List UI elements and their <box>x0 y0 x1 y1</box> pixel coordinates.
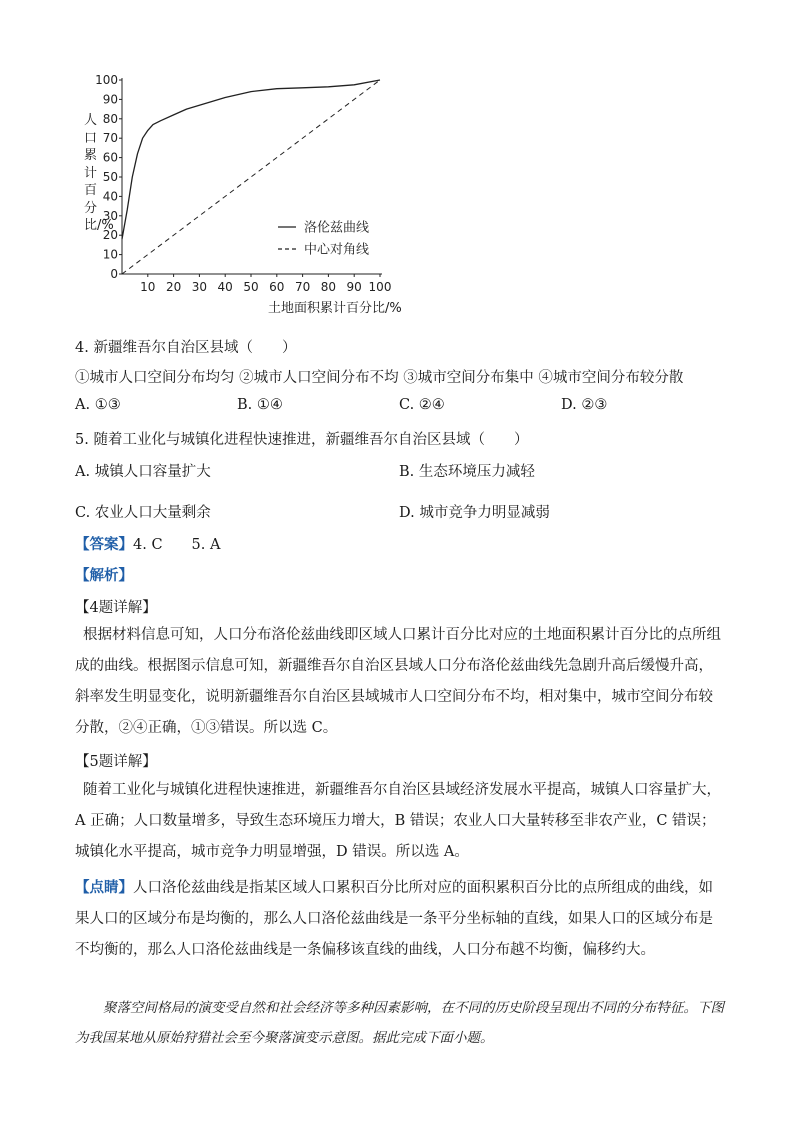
x-tick-label: 100 <box>368 280 392 294</box>
x-tick-label: 10 <box>140 280 156 294</box>
q5-stem: 5. 随着工业化与城镇化进程快速推进，新疆维吾尔自治区县域（ ） <box>75 432 529 448</box>
x-tick-label: 90 <box>346 280 362 294</box>
next-material: 聚落空间格局的演变受自然和社会经济等多种因素影响，在不同的历史阶段呈现出不同的分布特征。下图为我国某地从原始狩猎社会至今聚落演变示意图。据此完成下面小题。 <box>75 1000 724 1046</box>
y-tick-label: 50 <box>102 170 118 184</box>
tip-text: 人口洛伦兹曲线是指某区域人口累积百分比所对应的面积累积百分比的点所组成的曲线，如果人口的区域分布是均衡的，那么人口洛伦兹曲线是一条平分坐标轴的直线，如果人口的区域分布是不均衡的，那么人口洛伦兹曲线是一条偏移该直线的曲线，人口分布越不均衡，偏移约大。 <box>75 880 713 958</box>
x-axis-label: 土地面积累计百分比/% <box>268 301 402 316</box>
y-axis-label: 人口累计百分比/% <box>84 113 114 233</box>
detail4-text: 根据材料信息可知，人口分布洛伦兹曲线即区域人口累计百分比对应的土地面积累计百分比的点所组成的曲线。根据图示信息可知，新疆维吾尔自治区县域人口分布洛伦兹曲线先急剧升高后缓慢升高，斜率发生明显变化，说明新疆维吾尔自治区县域城市人口空间分布不均，相对集中，城市空间分布较分散，②④正确，①③错误。所以选 C。 <box>75 627 721 736</box>
x-tick-labels <box>140 274 391 294</box>
y-tick-label: 0 <box>110 267 118 281</box>
chart-legend <box>278 220 369 258</box>
answer-label: 【答案】 <box>75 536 133 553</box>
analysis-label: 【解析】 <box>75 567 133 584</box>
q4-option-b[interactable]: B. ①④ <box>237 397 283 413</box>
q4-option-a[interactable]: A. ①③ <box>75 397 121 413</box>
x-tick-label: 60 <box>269 280 285 294</box>
tip-label: 【点睛】 <box>75 879 133 896</box>
x-tick-label: 70 <box>294 280 311 294</box>
legend-label: 洛伦兹曲线 <box>304 220 370 236</box>
y-tick-label: 60 <box>102 150 118 165</box>
lorenz-chart <box>78 70 408 320</box>
y-tick-label: 80 <box>102 111 118 126</box>
answer-text: 4. C 5. A <box>133 537 221 553</box>
detail5-text: 随着工业化与城镇化进程快速推进，新疆维吾尔自治区县域经济发展水平提高，城镇人口容量扩大，A 正确；人口数量增多，导致生态环境压力增大，B 错误；农业人口大量转移至非农产业，C 错误；城镇化水平提高，城市竞争力明显增强，D 错误。所以选 A。 <box>75 782 721 860</box>
detail5-label: 【5题详解】 <box>75 754 157 770</box>
x-tick-label: 30 <box>191 280 208 294</box>
x-tick-label: 80 <box>320 280 337 294</box>
q5-option-c[interactable]: C. 农业人口大量剩余 <box>75 505 211 521</box>
x-tick-label: 50 <box>243 280 259 294</box>
tip-paragraph <box>75 872 725 966</box>
y-tick-label: 40 <box>102 189 118 204</box>
y-tick-label: 30 <box>102 208 118 223</box>
x-tick-label: 20 <box>165 280 182 294</box>
detail4-label: 【4题详解】 <box>75 600 157 616</box>
legend-label: 中心对角线 <box>304 242 370 258</box>
q5-option-b[interactable]: B. 生态环境压力减轻 <box>399 464 535 480</box>
y-tick-label: 90 <box>102 92 118 107</box>
q5-option-d[interactable]: D. 城市竞争力明显减弱 <box>399 505 550 521</box>
y-tick-label: 20 <box>102 228 118 243</box>
y-tick-label: 100 <box>95 73 118 87</box>
y-tick-label: 70 <box>102 131 118 146</box>
answer-line <box>75 533 220 554</box>
x-tick-label: 40 <box>217 280 233 294</box>
q4-stem: 4. 新疆维吾尔自治区县域（ ） <box>75 340 297 356</box>
y-tick-label: 10 <box>102 247 118 262</box>
q5-option-a[interactable]: A. 城镇人口容量扩大 <box>75 464 211 480</box>
q4-statements: ①城市人口空间分布均匀 ②城市人口空间分布不均 ③城市空间分布集中 ④城市空间分布较分散 <box>75 370 684 386</box>
lorenz-curve-line <box>122 80 380 239</box>
q4-option-d[interactable]: D. ②③ <box>561 397 608 413</box>
q4-option-c[interactable]: C. ②④ <box>399 397 445 413</box>
